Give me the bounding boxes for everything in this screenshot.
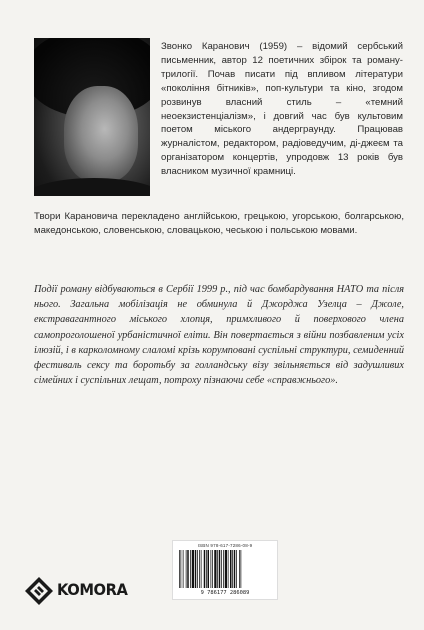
barcode-bars (179, 550, 271, 588)
publisher-name: KOMORA (57, 580, 128, 599)
isbn-label: ISBN 978-617-7286-08-9 (197, 543, 253, 548)
barcode-digits: 9 786177 286089 (200, 590, 250, 596)
book-annotation: Події роману відбуваються в Сербії 1999 р., під час бомбардування НАТО та після нього. Загальна мобілізація не обминула й Джорджа Узелца – Джоле, екстравагантного міського хлопця, примхливого й поверхового члена самопроголошеної урбаністичної еліти. Він повертається з війни позбавленим усіх ілюзій, і в карколомному слаломі крізь корумповані суспільні структури, семиденний фестиваль сексу та боротьбу за голландську візу звільняється від задушливих сімейних і суспільних лещат, потроху пізнаючи себе «справжнього». (34, 284, 404, 387)
translations-note: Твори Карановича перекладено англійською, грецькою, угорською, болгарською, македонською, словенською, словацькою, чеською і польською мовами. (34, 211, 404, 236)
publisher-logo-icon (24, 576, 54, 606)
author-bio: Звонко Каранович (1959) – відомий сербський письменник, автор 12 поетичних збірок та роману-трилогії. Почав писати під впливом літератури «покоління бітників», поп-культури та кіно, згодом розвинув власний стиль – «темний неоекзистенціалізм», і довгий час був культовим поетом міського андерграунду. Працював журналістом, редактором, радіоведучим, ді-джеєм та організатором концертів, упродовж 13 років був власником музичної крамниці. (161, 41, 403, 178)
barcode (172, 540, 278, 600)
publisher-logo (24, 574, 144, 610)
author-photo (34, 38, 150, 196)
